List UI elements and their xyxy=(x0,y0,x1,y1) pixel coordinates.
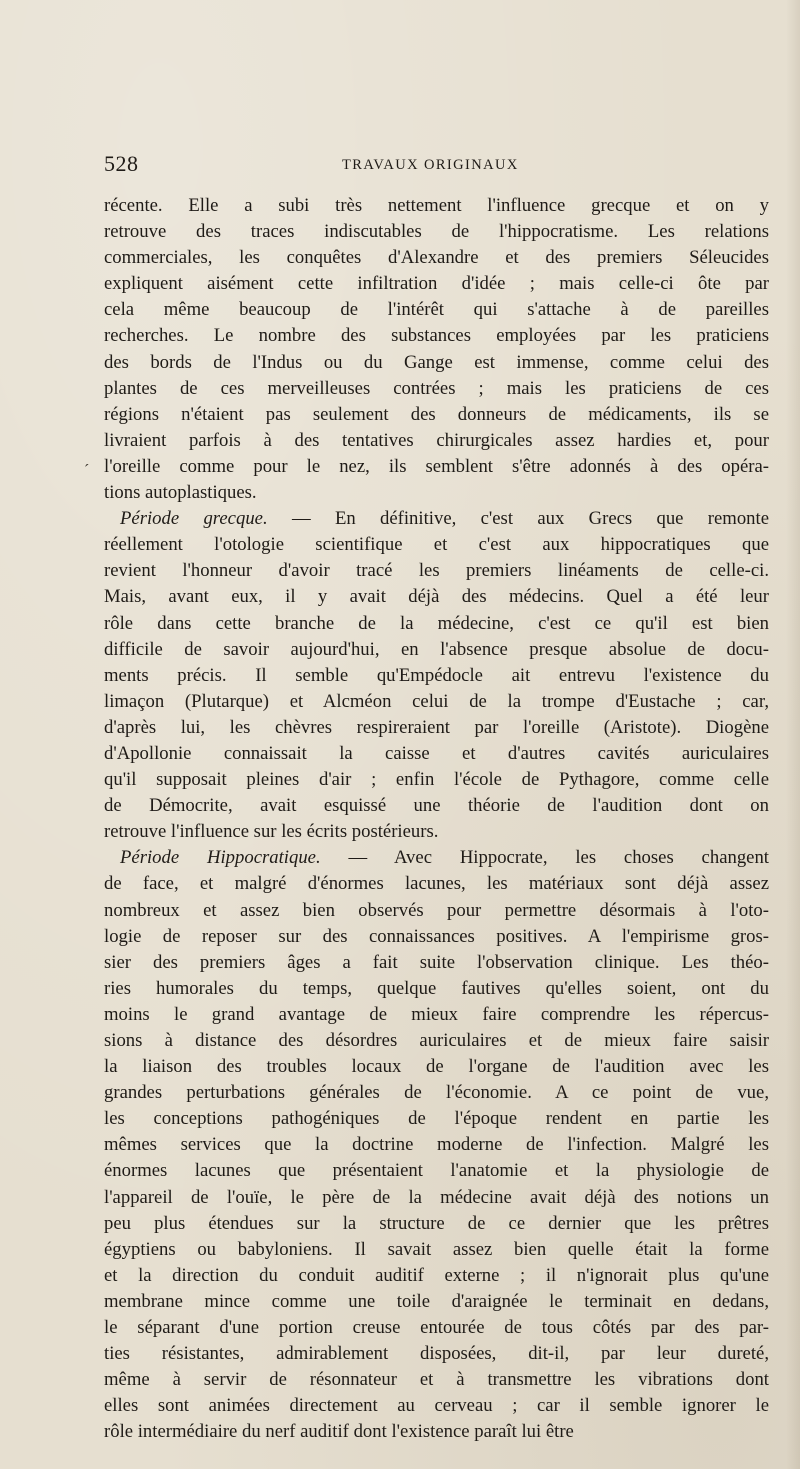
line-text: retrouve des traces indiscutables de l'hippocratisme. Les relations xyxy=(104,221,769,243)
line-text: rôle intermédiaire du nerf auditif dont l'existence paraît lui être xyxy=(104,1421,574,1443)
body-text xyxy=(104,193,770,1443)
margin-mark: ´ xyxy=(84,462,90,479)
section-heading: Période grecque. xyxy=(120,508,268,530)
text-line xyxy=(104,1393,769,1419)
line-text: la liaison des troubles locaux de l'organe de l'audition avec les xyxy=(104,1056,769,1078)
text-line xyxy=(104,898,769,924)
text-line xyxy=(104,376,769,402)
line-text: membrane mince comme une toile d'araignée le terminait en dedans, xyxy=(104,1290,769,1312)
text-line xyxy=(104,1080,769,1106)
line-text: retrouve l'influence sur les écrits postérieurs. xyxy=(104,821,439,843)
text-line xyxy=(104,428,769,454)
text-line xyxy=(104,1106,769,1132)
text-line xyxy=(104,976,769,1002)
line-text: grandes perturbations générales de l'économie. A ce point de vue, xyxy=(104,1082,769,1104)
text-line xyxy=(104,297,769,323)
line-text: régions n'étaient pas seulement des donneurs de médicaments, ils se xyxy=(104,403,769,425)
line-text: récente. Elle a subi très nettement l'influence grecque et on y xyxy=(104,195,769,216)
text-line xyxy=(104,1028,769,1054)
text-line xyxy=(104,689,769,715)
line-text: elles sont animées directement au cerveau ; car il semble ignorer le xyxy=(104,1395,769,1417)
text-line xyxy=(104,1158,769,1184)
line-text: revient l'honneur d'avoir tracé les premiers linéaments de celle-ci. xyxy=(104,560,769,582)
running-head xyxy=(104,152,764,176)
line-text: tions autoplastiques. xyxy=(104,482,257,504)
line-text: l'oreille comme pour le nez, ils semblent s'être adonnés à des opéra- xyxy=(104,455,769,477)
line-text: énormes lacunes que présentaient l'anatomie et la physiologie de xyxy=(104,1160,769,1182)
text-line xyxy=(104,506,769,532)
line-text: les conceptions pathogéniques de l'époque rendent en partie les xyxy=(104,1108,769,1130)
text-line xyxy=(104,454,769,480)
line-text: difficile de savoir aujourd'hui, en l'absence presque absolue de docu- xyxy=(104,638,769,660)
page-number: 528 xyxy=(104,151,139,176)
line-text: peu plus étendues sur la structure de ce dernier que les prêtres xyxy=(104,1212,769,1234)
text-line xyxy=(104,271,769,297)
text-line xyxy=(104,611,769,637)
line-text: cela même beaucoup de l'intérêt qui s'attache à de pareilles xyxy=(104,299,769,321)
line-text: qu'il supposait pleines d'air ; enfin l'école de Pythagore, comme celle xyxy=(104,769,769,791)
line-text: nombreux et assez bien observés pour permettre désormais à l'oto- xyxy=(104,899,769,921)
text-line xyxy=(104,767,769,793)
text-line xyxy=(104,663,769,689)
line-text: rôle dans cette branche de la médecine, c'est ce qu'il est bien xyxy=(104,612,769,634)
text-line xyxy=(104,1211,769,1237)
text-line xyxy=(104,402,769,428)
text-line xyxy=(104,193,769,219)
line-text: réellement l'otologie scientifique et c'est aux hippocratiques que xyxy=(104,534,769,556)
text-line xyxy=(104,1419,769,1445)
text-line xyxy=(104,1315,769,1341)
line-text: même à servir de résonnateur et à transmettre les vibrations dont xyxy=(104,1369,769,1391)
text-line xyxy=(104,924,769,950)
text-line xyxy=(104,637,769,663)
line-text: de Démocrite, avait esquissé une théorie de l'audition dont on xyxy=(104,795,769,817)
line-text: ties résistantes, admirablement disposées, dit-il, par leur dureté, xyxy=(104,1343,769,1365)
line-text: moins le grand avantage de mieux faire comprendre les répercus- xyxy=(104,1003,769,1025)
text-line xyxy=(104,1263,769,1289)
line-text: livraient parfois à des tentatives chirurgicales assez hardies et, pour xyxy=(104,429,769,451)
line-text: le séparant d'une portion creuse entourée de tous côtés par des par- xyxy=(104,1317,769,1339)
text-line xyxy=(104,950,769,976)
line-text: et la direction du conduit auditif externe ; il n'ignorait plus qu'une xyxy=(104,1264,769,1286)
line-text: — Avec Hippocrate, les choses changent xyxy=(320,847,769,869)
text-line xyxy=(104,1367,769,1393)
line-text: commerciales, les conquêtes d'Alexandre et des premiers Séleucides xyxy=(104,247,769,269)
text-line xyxy=(104,1289,769,1315)
line-text: plantes de ces merveilleuses contrées ; mais les praticiens de ces xyxy=(104,377,769,399)
text-line xyxy=(104,741,769,767)
text-line xyxy=(104,1237,769,1263)
text-line xyxy=(104,480,769,506)
section-heading: Période Hippocratique. xyxy=(120,847,321,869)
line-text: sions à distance des désordres auriculaires et de mieux faire saisir xyxy=(104,1030,769,1051)
text-line xyxy=(104,871,769,897)
line-text: ments précis. Il semble qu'Empédocle ait entrevu l'existence du xyxy=(104,664,769,686)
line-text: ries humorales du temps, quelque fautives qu'elles soient, ont du xyxy=(104,977,769,999)
line-text: — En définitive, c'est aux Grecs que remonte xyxy=(267,508,770,530)
line-text: des bords de l'Indus ou du Gange est immense, comme celui des xyxy=(104,351,769,373)
text-line xyxy=(104,558,769,584)
text-line xyxy=(104,715,769,741)
line-text: l'appareil de l'ouïe, le père de la médecine avait déjà des notions un xyxy=(104,1186,769,1208)
line-text: égyptiens ou babyloniens. Il savait assez bien quelle était la forme xyxy=(104,1238,769,1260)
line-text: Mais, avant eux, il y avait déjà des médecins. Quel a été leur xyxy=(104,586,769,608)
line-text: logie de reposer sur des connaissances positives. A l'empirisme gros- xyxy=(104,925,769,947)
text-line xyxy=(104,1002,769,1028)
text-line xyxy=(104,323,769,349)
text-line xyxy=(104,1054,769,1080)
text-line xyxy=(104,793,769,819)
text-line xyxy=(104,819,769,845)
running-title: TRAVAUX ORIGINAUX xyxy=(342,157,519,173)
text-line xyxy=(104,350,769,376)
text-line xyxy=(104,245,769,271)
text-line xyxy=(104,584,769,610)
line-text: mêmes services que la doctrine moderne de l'infection. Malgré les xyxy=(104,1134,769,1156)
text-line xyxy=(104,219,769,245)
line-text: d'après lui, les chèvres respireraient par l'oreille (Aristote). Diogène xyxy=(104,716,769,738)
text-line xyxy=(104,532,769,558)
text-line xyxy=(104,1132,769,1158)
line-text: d'Apollonie connaissait la caisse et d'autres cavités auriculaires xyxy=(104,742,769,764)
line-text: de face, et malgré d'énormes lacunes, les matériaux sont déjà assez xyxy=(104,873,769,895)
text-line xyxy=(104,1341,769,1367)
line-text: expliquent aisément cette infiltration d'idée ; mais celle-ci ôte par xyxy=(104,273,769,295)
text-line xyxy=(104,1185,769,1211)
line-text: limaçon (Plutarque) et Alcméon celui de la trompe d'Eustache ; car, xyxy=(104,690,769,712)
text-line xyxy=(104,845,769,871)
line-text: recherches. Le nombre des substances employées par les praticiens xyxy=(104,325,769,347)
line-text: sier des premiers âges a fait suite l'observation clinique. Les théo- xyxy=(104,951,769,973)
